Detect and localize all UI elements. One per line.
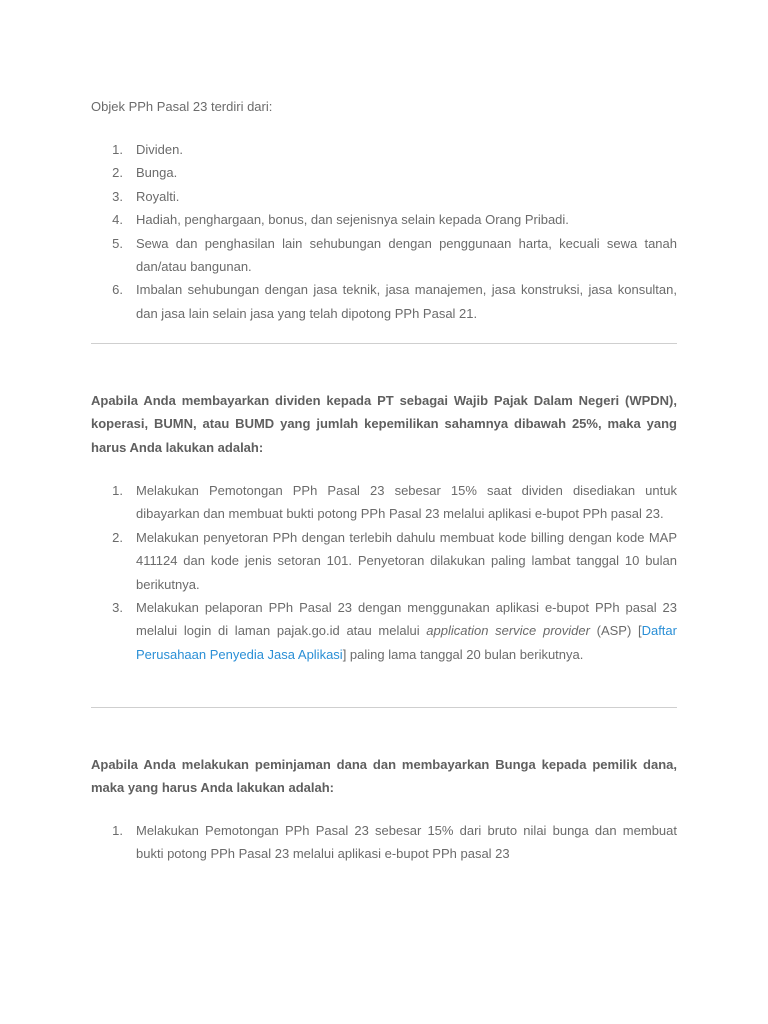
list-number: 1. (112, 483, 123, 498)
intro-text: Objek PPh Pasal 23 terdiri dari: (91, 99, 273, 114)
list-number: 5. (112, 235, 123, 251)
list-number: 3. (112, 188, 123, 204)
list-number: 1. (112, 823, 123, 838)
list-item (91, 232, 677, 279)
list-item (91, 819, 677, 866)
interest-steps-list (91, 819, 677, 866)
list-item (91, 161, 677, 184)
list-item (91, 185, 677, 208)
list-item-text: Bunga. (136, 165, 178, 181)
list-item (91, 138, 677, 161)
list-item (91, 479, 677, 526)
list-item-text: Melakukan pelaporan PPh Pasal 23 dengan menggunakan aplikasi e-bupot PPh pasal 23 melalui login di laman pajak.go.id atau melalui (136, 600, 677, 639)
dividend-heading: Apabila Anda membayarkan dividen kepada PT sebagai Wajib Pajak Dalam Negeri (WPDN), koperasi, BUMN, atau BUMD yang jumlah kepemilikan sahamnya dibawah 25%, maka yang harus Anda lakukan adalah: (91, 393, 677, 455)
interest-heading: Apabila Anda melakukan peminjaman dana dan membayarkan Bunga kepada pemilik dana, maka yang harus Anda lakukan adalah: (91, 757, 677, 796)
objects-list (91, 138, 677, 325)
list-number: 2. (112, 529, 123, 545)
list-item (91, 526, 677, 596)
list-number: 3. (112, 600, 123, 616)
list-item (91, 208, 677, 231)
list-number: 6. (112, 282, 123, 298)
list-item-text: Royalti. (136, 188, 180, 204)
dividend-steps-list (91, 479, 677, 666)
list-item (91, 278, 677, 325)
list-item-text: Melakukan penyetoran PPh dengan terlebih dahulu membuat kode billing dengan kode MAP 411124 dan kode jenis setoran 101. Penyetoran dilakukan paling lambat tanggal 10 bulan berikutnya. (136, 529, 677, 592)
list-item-text: (ASP) [ (589, 623, 642, 639)
list-item-text: Sewa dan penghasilan lain sehubungan dengan penggunaan harta, kecuali sewa tanah dan/atau bangunan. (136, 235, 677, 275)
list-item-text: ] paling lama tanggal 20 bulan berikutnya. (342, 646, 584, 662)
list-item (91, 596, 677, 666)
section-divider (91, 707, 677, 708)
asp-provider-list-link[interactable]: Daftar Perusahaan Penyedia Jasa Aplikasi (136, 623, 677, 662)
italic-term: application service provider (426, 623, 590, 639)
section-divider (91, 343, 677, 344)
list-number: 4. (112, 212, 123, 228)
list-item-text: Melakukan Pemotongan PPh Pasal 23 sebesar 15% dari bruto nilai bunga dan membuat bukti potong PPh Pasal 23 melalui aplikasi e-bupot PPh pasal 23 (136, 823, 677, 862)
list-item-text: Hadiah, penghargaan, bonus, dan sejenisnya selain kepada Orang Pribadi. (136, 212, 569, 228)
list-number: 1. (112, 142, 123, 157)
list-item-text: Dividen. (136, 142, 183, 157)
list-item-text: Imbalan sehubungan dengan jasa teknik, jasa manajemen, jasa konstruksi, jasa konsultan, dan jasa lain selain jasa yang telah dipotong PPh Pasal 21. (136, 282, 677, 321)
list-number: 2. (112, 165, 123, 181)
list-item-text: Melakukan Pemotongan PPh Pasal 23 sebesar 15% saat dividen disediakan untuk dibayarkan dan membuat bukti potong PPh Pasal 23 melalui aplikasi e-bupot PPh pasal 23. (136, 483, 677, 522)
